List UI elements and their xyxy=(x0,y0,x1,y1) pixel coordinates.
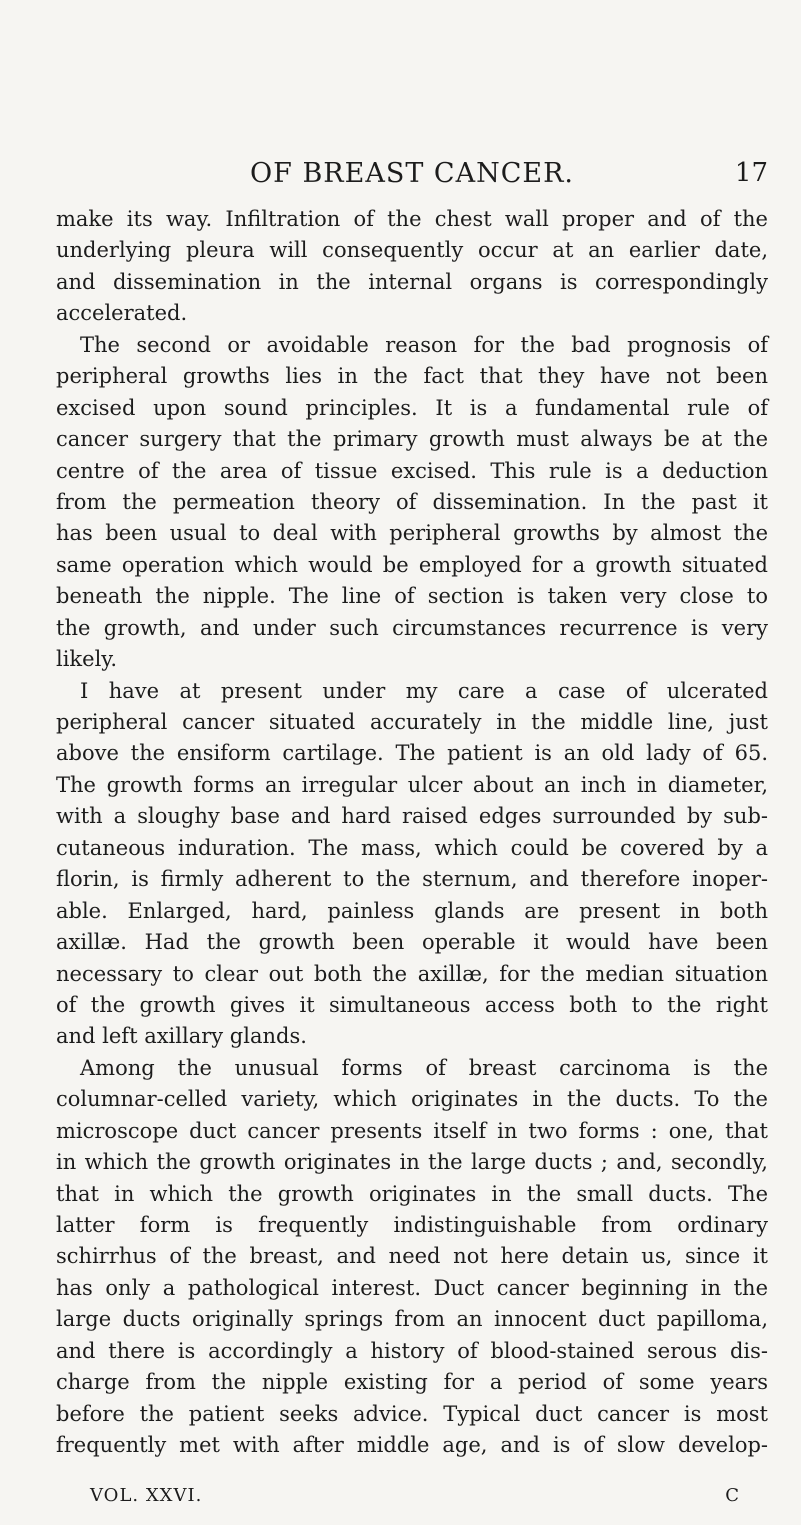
text-line: underlying pleura will consequently occur at an earlier date, xyxy=(56,238,768,263)
text-line: necessary to clear out both the axillæ, for the median situation xyxy=(56,961,768,986)
text-line: schirrhus of the breast, and need not here detain us, since it xyxy=(56,1244,768,1269)
text-line: able. Enlarged, hard, painless glands are present in both xyxy=(56,898,768,923)
running-title: OF BREAST CANCER. xyxy=(250,158,574,189)
text-line: accelerated. xyxy=(56,301,188,326)
text-line: charge from the nipple existing for a period of some years xyxy=(56,1370,768,1395)
text-line: cutaneous induration. The mass, which could be covered by a xyxy=(56,835,768,860)
text-line: and dissemination in the internal organs is correspondingly xyxy=(56,269,768,294)
text-line: before the patient seeks advice. Typical duct cancer is most xyxy=(56,1401,768,1426)
text-line: excised upon sound principles. It is a fundamental rule of xyxy=(56,395,768,420)
text-line: The growth forms an irregular ulcer about an inch in diameter, xyxy=(56,772,768,797)
text-line: cancer surgery that the primary growth must always be at the xyxy=(56,427,768,452)
signature-mark: C xyxy=(725,1485,740,1506)
text-line: peripheral cancer situated accurately in the middle line, just xyxy=(56,710,768,734)
volume-label: VOL. XXVI. xyxy=(90,1485,203,1506)
text-line: latter form is frequently indistinguishable from ordinary xyxy=(56,1213,768,1237)
text-line: above the ensiform cartilage. The patient is an old lady of 65. xyxy=(56,741,768,766)
text-line: of the growth gives it simultaneous access both to the right xyxy=(56,992,768,1017)
text-line: columnar-celled variety, which originates in the ducts. To the xyxy=(56,1087,768,1112)
text-line: make its way. Infiltration of the chest wall proper and of the xyxy=(56,207,768,231)
text-line: with a sloughy base and hard raised edges surrounded by sub- xyxy=(56,804,768,829)
text-line: that in which the growth originates in the small ducts. The xyxy=(56,1181,768,1206)
page-header xyxy=(56,158,768,194)
text-line: has been usual to deal with peripheral growths by almost the xyxy=(56,521,768,546)
text-line: beneath the nipple. The line of section is taken very close to xyxy=(56,584,768,609)
text-line: peripheral growths lies in the fact that they have not been xyxy=(56,364,768,389)
text-line: same operation which would be employed for a growth situated xyxy=(56,552,768,577)
text-line: in which the growth originates in the large ducts ; and, secondly, xyxy=(56,1150,768,1175)
text-line: the growth, and under such circumstances recurrence is very xyxy=(56,615,768,640)
text-line: I have at present under my care a case of ulcerated xyxy=(80,678,768,703)
text-line: Among the unusual forms of breast carcinoma is the xyxy=(80,1055,768,1080)
text-line: and there is accordingly a history of blood-stained serous dis- xyxy=(56,1338,768,1363)
text-line: microscope duct cancer presents itself in two forms : one, that xyxy=(56,1118,768,1143)
text-line: frequently met with after middle age, and is of slow develop- xyxy=(56,1433,768,1458)
text-line: large ducts originally springs from an innocent duct papilloma, xyxy=(56,1307,768,1332)
text-line: from the permeation theory of dissemination. In the past it xyxy=(56,489,768,514)
text-line: axillæ. Had the growth been operable it would have been xyxy=(56,930,768,955)
page-footer xyxy=(90,1485,740,1509)
text-line: likely. xyxy=(56,647,118,672)
page-number: 17 xyxy=(734,158,768,188)
text-line: The second or avoidable reason for the bad prognosis of xyxy=(80,332,768,357)
body-text xyxy=(56,204,768,1462)
text-line: centre of the area of tissue excised. This rule is a deduction xyxy=(56,458,768,483)
text-line: has only a pathological interest. Duct cancer beginning in the xyxy=(56,1275,768,1300)
text-line: and left axillary glands. xyxy=(56,1024,307,1049)
text-line: florin, is firmly adherent to the sternum, and therefore inoper- xyxy=(56,867,768,892)
